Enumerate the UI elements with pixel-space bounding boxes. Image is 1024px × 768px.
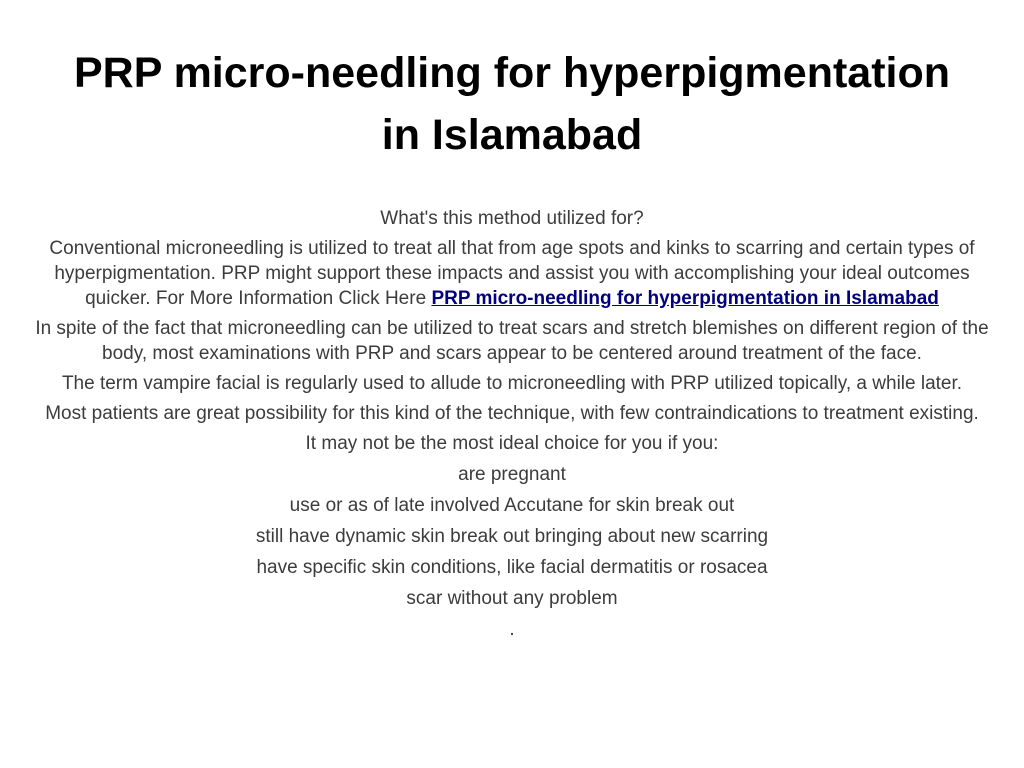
prp-microneedling-link[interactable]: PRP micro-needling for hyperpigmentation in Islamabad — [431, 288, 939, 309]
slide-title: PRP micro-needling for hyperpigmentation in Islamabad — [73, 49, 951, 159]
paragraph-not-ideal-choice: It may not be the most ideal choice for you if you: — [305, 433, 719, 454]
paragraph-patients-candidates: Most patients are great possibility for this kind of the technique, with few contraindications to treatment existing. — [45, 403, 979, 424]
slide-body — [28, 206, 996, 647]
paragraph-scars-stretch: In spite of the fact that microneedling can be utilized to treat scars and stretch blemishes on different region of the body, most examinations with PRP and scars appear to be centered around treatment of the face. — [35, 318, 989, 364]
paragraph-method-question: What's this method utilized for? — [380, 208, 644, 229]
paragraph-vampire-facial: The term vampire facial is regularly used to allude to microneedling with PRP utilized topically, a while later. — [61, 373, 963, 394]
paragraph-conventional-text: Conventional microneedling is utilized to treat all that from age spots and kinks to scarring and certain types of hyperpigmentation. PRP might support these impacts and assist you with accomplishing your ideal outcomes quicker. For More Information Click Here — [49, 238, 975, 309]
end-mark: . — [509, 619, 515, 640]
list-item-skin-conditions: have specific skin conditions, like facial dermatitis or rosacea — [256, 557, 768, 578]
list-item-accutane: use or as of late involved Accutane for skin break out — [289, 495, 735, 516]
list-item-scar: scar without any problem — [406, 588, 618, 609]
list-item-pregnant: are pregnant — [458, 464, 566, 485]
paragraph-conventional-microneedling — [28, 236, 996, 311]
list-item-skin-break-out: still have dynamic skin break out bringing about new scarring — [255, 526, 769, 547]
